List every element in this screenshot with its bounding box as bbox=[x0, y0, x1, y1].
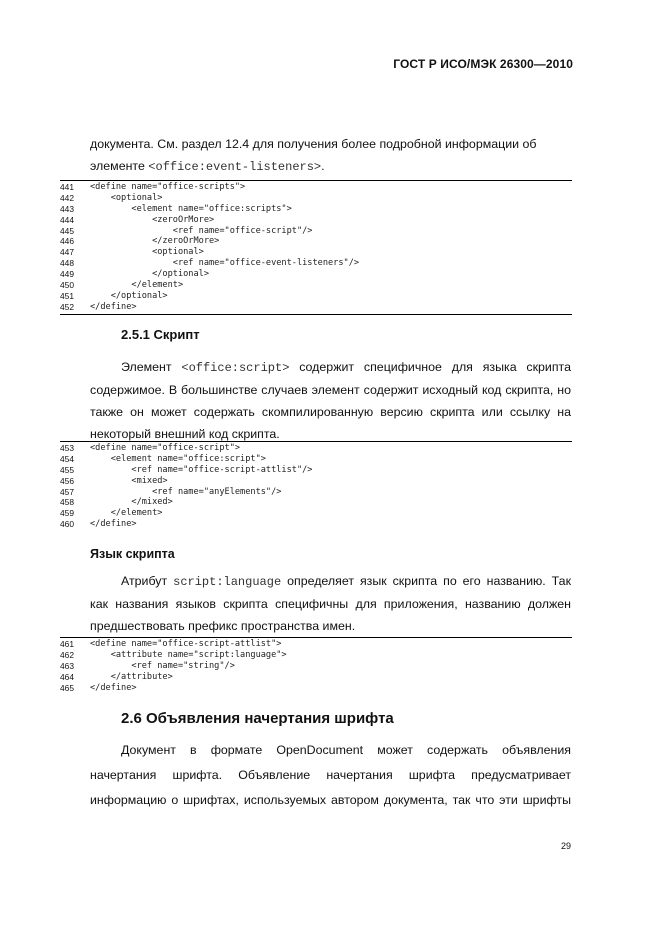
line-number: 445 bbox=[60, 225, 74, 236]
code-line bbox=[60, 215, 572, 226]
line-number: 463 bbox=[60, 660, 74, 671]
code-text: </element> bbox=[90, 280, 184, 291]
line-number: 455 bbox=[60, 464, 74, 475]
code-text: <ref name="office-script"/> bbox=[90, 225, 313, 236]
page-header: ГОСТ Р ИСО/МЭК 26300—2010 bbox=[393, 57, 573, 71]
code-line bbox=[60, 497, 572, 508]
code-text: <element name="office:script"> bbox=[90, 453, 266, 464]
script-language-paragraph bbox=[90, 570, 571, 637]
code-line bbox=[60, 236, 572, 247]
code-text: <optional> bbox=[90, 247, 204, 258]
code-text: </define> bbox=[90, 301, 137, 312]
code-line bbox=[60, 302, 572, 313]
line-number: 465 bbox=[60, 682, 74, 693]
code-text: </define> bbox=[90, 682, 137, 693]
line-number: 453 bbox=[60, 443, 74, 453]
code-text: <optional> bbox=[90, 192, 163, 203]
code-text: <zeroOrMore> bbox=[90, 214, 215, 225]
code-line bbox=[60, 193, 572, 204]
line-number: 462 bbox=[60, 649, 74, 660]
code-text: <mixed> bbox=[90, 475, 168, 486]
line-number: 452 bbox=[60, 301, 74, 312]
code-line bbox=[60, 650, 572, 661]
line-number: 449 bbox=[60, 269, 74, 280]
code-line bbox=[60, 291, 572, 302]
code-line bbox=[60, 204, 572, 215]
code-text: </attribute> bbox=[90, 671, 173, 682]
code-text: <ref name="string"/> bbox=[90, 660, 235, 671]
code-text: <define name="office-script-attlist"> bbox=[90, 639, 282, 649]
inline-code: script:language bbox=[173, 575, 282, 589]
code-line bbox=[60, 639, 572, 650]
line-number: 457 bbox=[60, 486, 74, 497]
line-number: 451 bbox=[60, 290, 74, 301]
code-text: <ref name="office-event-listeners"/> bbox=[90, 258, 360, 269]
intro-line-2 bbox=[90, 155, 571, 178]
code-line bbox=[60, 672, 572, 683]
code-text: </optional> bbox=[90, 290, 168, 301]
code-line bbox=[60, 519, 572, 530]
section-heading-2-5-1: 2.5.1 Скрипт bbox=[121, 327, 200, 342]
code-text: <ref name="anyElements"/> bbox=[90, 486, 282, 497]
para-text: Элемент bbox=[121, 360, 182, 374]
line-number: 448 bbox=[60, 258, 74, 269]
code-text: <element name="office:scripts"> bbox=[90, 203, 292, 214]
line-number: 461 bbox=[60, 639, 74, 649]
code-text: <define name="office-scripts"> bbox=[90, 182, 246, 192]
code-text: </mixed> bbox=[90, 497, 173, 508]
code-block-office-scripts bbox=[60, 180, 572, 315]
code-line bbox=[60, 226, 572, 237]
section-2-5-1-paragraph bbox=[90, 356, 571, 445]
para-text: содержит специфичное для языка скрипта содержимое. В большинстве случаев элемент содержит исходный код скрипта, но также он может содержать скомпилированную версию скрипта или ссылку на некоторый внешний код скрипта. bbox=[90, 360, 571, 441]
intro-period: . bbox=[321, 159, 325, 173]
line-number: 460 bbox=[60, 519, 74, 530]
line-number: 464 bbox=[60, 671, 74, 682]
code-line bbox=[60, 465, 572, 476]
code-block-office-script bbox=[60, 441, 572, 530]
code-line bbox=[60, 661, 572, 672]
inline-code: <office:event-listeners> bbox=[148, 160, 322, 174]
code-text: <attribute name="script:language"> bbox=[90, 649, 287, 660]
line-number: 450 bbox=[60, 280, 74, 291]
code-line bbox=[60, 454, 572, 465]
code-line bbox=[60, 247, 572, 258]
line-number: 447 bbox=[60, 247, 74, 258]
code-line bbox=[60, 182, 572, 193]
line-number: 444 bbox=[60, 214, 74, 225]
line-number: 458 bbox=[60, 497, 74, 508]
line-number: 441 bbox=[60, 182, 74, 192]
intro-line-1: документа. См. раздел 12.4 для получения более подробной информации об bbox=[90, 137, 537, 151]
para-text: Атрибут bbox=[121, 574, 174, 588]
line-number: 454 bbox=[60, 453, 74, 464]
code-line bbox=[60, 269, 572, 280]
section-2-6-paragraph: Документ в формате OpenDocument может содержать объявления начертания шрифта. Объявление начертания шрифта предусматривает информацию о шрифтах, используемых автором документа, так что эти шрифты bbox=[90, 743, 571, 807]
para-text: определяет язык скрипта по его названию. Так как названия языков скрипта специфичны для приложения, названию должен предшествовать префикс пространства имен. bbox=[90, 574, 571, 633]
inline-code: <office:script> bbox=[181, 361, 290, 375]
code-line bbox=[60, 280, 572, 291]
line-number: 442 bbox=[60, 192, 74, 203]
code-text: </optional> bbox=[90, 269, 209, 280]
line-number: 443 bbox=[60, 203, 74, 214]
line-number: 459 bbox=[60, 508, 74, 519]
code-text: <define name="office-script"> bbox=[90, 443, 241, 453]
code-line bbox=[60, 258, 572, 269]
code-text: <ref name="office-script-attlist"/> bbox=[90, 464, 313, 475]
intro-text: элементе bbox=[90, 159, 149, 173]
section-heading-2-6: 2.6 Объявления начертания шрифта bbox=[121, 710, 394, 727]
code-line bbox=[60, 508, 572, 519]
code-block-script-attlist bbox=[60, 637, 572, 693]
code-line bbox=[60, 683, 572, 694]
intro-paragraph bbox=[90, 133, 571, 178]
code-text: </define> bbox=[90, 519, 137, 530]
code-text: </zeroOrMore> bbox=[90, 236, 220, 247]
subheading-script-language: Язык скрипта bbox=[90, 547, 175, 561]
code-line bbox=[60, 476, 572, 487]
page-number: 29 bbox=[560, 841, 571, 851]
code-line bbox=[60, 443, 572, 454]
line-number: 446 bbox=[60, 236, 74, 247]
line-number: 456 bbox=[60, 475, 74, 486]
code-text: </element> bbox=[90, 508, 163, 519]
code-line bbox=[60, 487, 572, 498]
